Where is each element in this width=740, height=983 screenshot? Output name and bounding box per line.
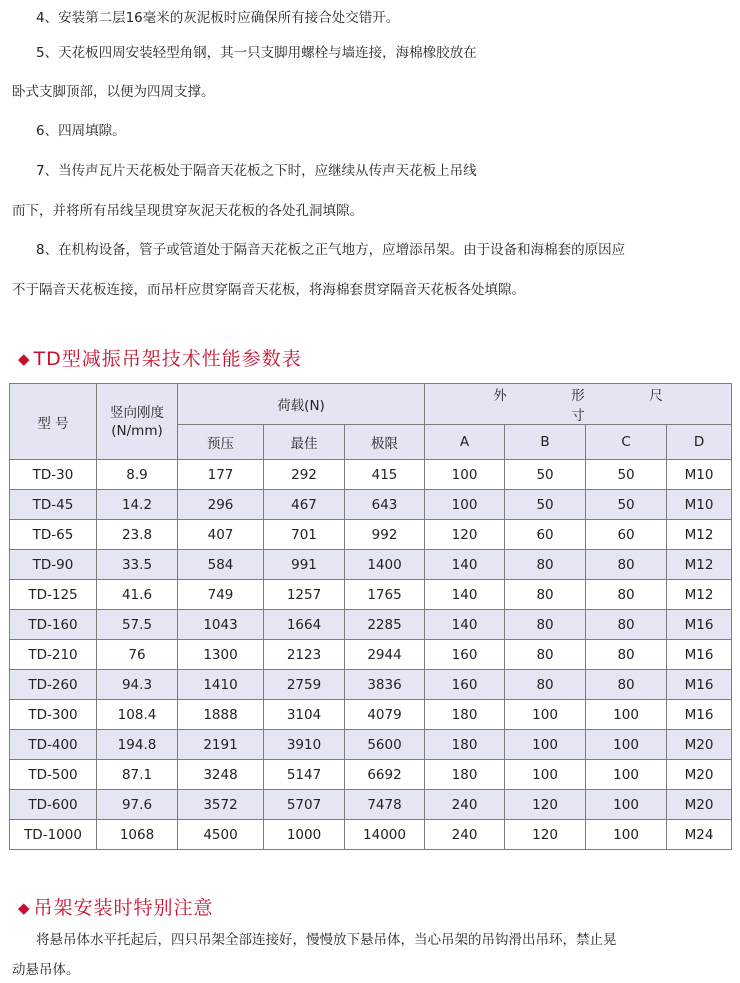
cell-preload: 1410 — [178, 670, 264, 700]
cell-preload: 407 — [178, 520, 264, 550]
cell-dim-d: M16 — [667, 700, 732, 730]
cell-preload: 749 — [178, 580, 264, 610]
cell-optimal: 292 — [264, 460, 345, 490]
intro-line-5: 7、当传声瓦片天花板处于隔音天花板之下时，应继续从传声天花板上吊线 — [36, 163, 477, 179]
cell-dim-a: 120 — [425, 520, 505, 550]
cell-limit: 1400 — [345, 550, 425, 580]
cell-dim-b: 80 — [505, 610, 586, 640]
cell-limit: 6692 — [345, 760, 425, 790]
cell-dim-a: 240 — [425, 820, 505, 850]
spec-table-body — [10, 460, 732, 850]
header-optimal: 最佳 — [264, 425, 345, 460]
header-stiffness-line2: (N/mm) — [111, 422, 163, 439]
cell-dim-c: 100 — [586, 700, 667, 730]
cell-limit: 7478 — [345, 790, 425, 820]
cell-dim-b: 120 — [505, 790, 586, 820]
header-stiffness — [97, 384, 178, 460]
table-row — [10, 610, 732, 640]
cell-dim-d: M12 — [667, 550, 732, 580]
cell-model: TD-500 — [10, 760, 97, 790]
cell-stiffness: 97.6 — [97, 790, 178, 820]
header-stiffness-line1: 竖向刚度 — [110, 404, 164, 421]
cell-preload: 3248 — [178, 760, 264, 790]
cell-dim-d: M12 — [667, 520, 732, 550]
cell-preload: 2191 — [178, 730, 264, 760]
intro-line-2: 5、天花板四周安装轻型角钢，其一只支脚用螺栓与墙连接，海棉橡胶放在 — [36, 45, 477, 61]
header-model: 型 号 — [10, 384, 97, 460]
cell-dim-d: M20 — [667, 790, 732, 820]
cell-limit: 14000 — [345, 820, 425, 850]
cell-dim-d: M10 — [667, 460, 732, 490]
table-row — [10, 640, 732, 670]
diamond-bullet-icon: ◆ — [18, 350, 30, 368]
cell-dim-c: 100 — [586, 790, 667, 820]
cell-preload: 584 — [178, 550, 264, 580]
header-load-group: 荷载(N) — [178, 384, 425, 425]
cell-stiffness: 87.1 — [97, 760, 178, 790]
cell-stiffness: 41.6 — [97, 580, 178, 610]
cell-model: TD-65 — [10, 520, 97, 550]
cell-dim-d: M20 — [667, 730, 732, 760]
cell-dim-c: 100 — [586, 820, 667, 850]
cell-stiffness: 94.3 — [97, 670, 178, 700]
cell-stiffness: 76 — [97, 640, 178, 670]
cell-dim-b: 100 — [505, 700, 586, 730]
cell-optimal: 3910 — [264, 730, 345, 760]
table-row — [10, 820, 732, 850]
header-dim-c: C — [586, 425, 667, 460]
spec-table — [9, 383, 732, 850]
intro-line-1: 4、安装第二层16毫米的灰泥板时应确保所有接合处交错开。 — [36, 10, 400, 26]
cell-optimal: 1257 — [264, 580, 345, 610]
cell-preload: 4500 — [178, 820, 264, 850]
cell-preload: 3572 — [178, 790, 264, 820]
cell-dim-c: 100 — [586, 730, 667, 760]
cell-dim-c: 50 — [586, 490, 667, 520]
header-dim-b: B — [505, 425, 586, 460]
cell-stiffness: 1068 — [97, 820, 178, 850]
cell-dim-a: 100 — [425, 490, 505, 520]
notes-section-title: ◆ 吊架安装时特别注意 — [18, 897, 214, 919]
cell-optimal: 2123 — [264, 640, 345, 670]
cell-dim-a: 160 — [425, 640, 505, 670]
cell-model: TD-30 — [10, 460, 97, 490]
cell-optimal: 3104 — [264, 700, 345, 730]
cell-preload: 177 — [178, 460, 264, 490]
cell-preload: 296 — [178, 490, 264, 520]
table-row — [10, 580, 732, 610]
cell-dim-a: 240 — [425, 790, 505, 820]
cell-stiffness: 8.9 — [97, 460, 178, 490]
cell-limit: 643 — [345, 490, 425, 520]
cell-dim-d: M16 — [667, 670, 732, 700]
header-dim-group: 外 形 尺寸 — [425, 384, 732, 425]
table-row — [10, 460, 732, 490]
cell-dim-b: 100 — [505, 730, 586, 760]
intro-line-7: 8、在机构设备，管子或管道处于隔音天花板之正气地方，应增添吊架。由于设备和海棉套的原因应 — [36, 242, 626, 258]
table-row — [10, 790, 732, 820]
cell-optimal: 701 — [264, 520, 345, 550]
cell-dim-b: 120 — [505, 820, 586, 850]
cell-dim-c: 50 — [586, 460, 667, 490]
cell-optimal: 5147 — [264, 760, 345, 790]
cell-stiffness: 23.8 — [97, 520, 178, 550]
cell-dim-a: 140 — [425, 580, 505, 610]
header-dim-a: A — [425, 425, 505, 460]
cell-dim-b: 50 — [505, 490, 586, 520]
notes-line-1: 将悬吊体水平托起后，四只吊架全部连接好，慢慢放下悬吊体，当心吊架的吊钩滑出吊环，禁止晃 — [36, 932, 617, 948]
intro-line-8: 不于隔音天花板连接，而吊杆应贯穿隔音天花板，将海棉套贯穿隔音天花板各处填隙。 — [12, 282, 525, 298]
cell-dim-d: M20 — [667, 760, 732, 790]
cell-model: TD-160 — [10, 610, 97, 640]
cell-optimal: 5707 — [264, 790, 345, 820]
cell-optimal: 467 — [264, 490, 345, 520]
table-row — [10, 520, 732, 550]
cell-limit: 2285 — [345, 610, 425, 640]
notes-line-2: 动悬吊体。 — [12, 962, 80, 978]
table-section-title: ◆ TD型减振吊架技术性能参数表 — [18, 348, 302, 370]
cell-model: TD-210 — [10, 640, 97, 670]
cell-optimal: 991 — [264, 550, 345, 580]
cell-dim-d: M24 — [667, 820, 732, 850]
intro-line-6: 而下，并将所有吊线呈现贯穿灰泥天花板的各处孔洞填隙。 — [12, 203, 363, 219]
table-row — [10, 700, 732, 730]
cell-dim-b: 60 — [505, 520, 586, 550]
cell-preload: 1043 — [178, 610, 264, 640]
cell-dim-b: 100 — [505, 760, 586, 790]
cell-dim-c: 80 — [586, 610, 667, 640]
cell-dim-a: 140 — [425, 610, 505, 640]
cell-dim-c: 80 — [586, 670, 667, 700]
cell-dim-d: M10 — [667, 490, 732, 520]
cell-limit: 415 — [345, 460, 425, 490]
cell-dim-a: 160 — [425, 670, 505, 700]
cell-dim-d: M16 — [667, 610, 732, 640]
cell-dim-a: 100 — [425, 460, 505, 490]
cell-dim-b: 80 — [505, 550, 586, 580]
cell-model: TD-125 — [10, 580, 97, 610]
table-row — [10, 490, 732, 520]
cell-stiffness: 194.8 — [97, 730, 178, 760]
cell-dim-d: M16 — [667, 640, 732, 670]
cell-model: TD-45 — [10, 490, 97, 520]
cell-dim-c: 100 — [586, 760, 667, 790]
cell-dim-c: 80 — [586, 640, 667, 670]
cell-dim-b: 50 — [505, 460, 586, 490]
cell-optimal: 2759 — [264, 670, 345, 700]
cell-limit: 2944 — [345, 640, 425, 670]
cell-model: TD-1000 — [10, 820, 97, 850]
cell-stiffness: 108.4 — [97, 700, 178, 730]
cell-model: TD-300 — [10, 700, 97, 730]
header-dim-d: D — [667, 425, 732, 460]
table-row — [10, 730, 732, 760]
cell-dim-a: 180 — [425, 730, 505, 760]
cell-model: TD-600 — [10, 790, 97, 820]
cell-optimal: 1664 — [264, 610, 345, 640]
cell-limit: 4079 — [345, 700, 425, 730]
cell-limit: 1765 — [345, 580, 425, 610]
cell-dim-a: 180 — [425, 700, 505, 730]
cell-dim-c: 80 — [586, 550, 667, 580]
intro-line-3: 卧式支脚顶部，以便为四周支撑。 — [12, 84, 215, 100]
cell-model: TD-90 — [10, 550, 97, 580]
header-limit: 极限 — [345, 425, 425, 460]
table-row — [10, 670, 732, 700]
table-row — [10, 760, 732, 790]
cell-model: TD-400 — [10, 730, 97, 760]
header-preload: 预压 — [178, 425, 264, 460]
cell-stiffness: 57.5 — [97, 610, 178, 640]
table-row — [10, 550, 732, 580]
cell-dim-c: 80 — [586, 580, 667, 610]
cell-dim-b: 80 — [505, 640, 586, 670]
cell-dim-a: 140 — [425, 550, 505, 580]
cell-preload: 1888 — [178, 700, 264, 730]
cell-optimal: 1000 — [264, 820, 345, 850]
cell-limit: 5600 — [345, 730, 425, 760]
cell-preload: 1300 — [178, 640, 264, 670]
cell-stiffness: 33.5 — [97, 550, 178, 580]
cell-dim-c: 60 — [586, 520, 667, 550]
cell-stiffness: 14.2 — [97, 490, 178, 520]
cell-dim-d: M12 — [667, 580, 732, 610]
diamond-bullet-icon: ◆ — [18, 899, 30, 917]
intro-line-4: 6、四周填隙。 — [36, 123, 126, 139]
cell-dim-b: 80 — [505, 670, 586, 700]
cell-limit: 3836 — [345, 670, 425, 700]
cell-model: TD-260 — [10, 670, 97, 700]
cell-dim-a: 180 — [425, 760, 505, 790]
cell-limit: 992 — [345, 520, 425, 550]
cell-dim-b: 80 — [505, 580, 586, 610]
